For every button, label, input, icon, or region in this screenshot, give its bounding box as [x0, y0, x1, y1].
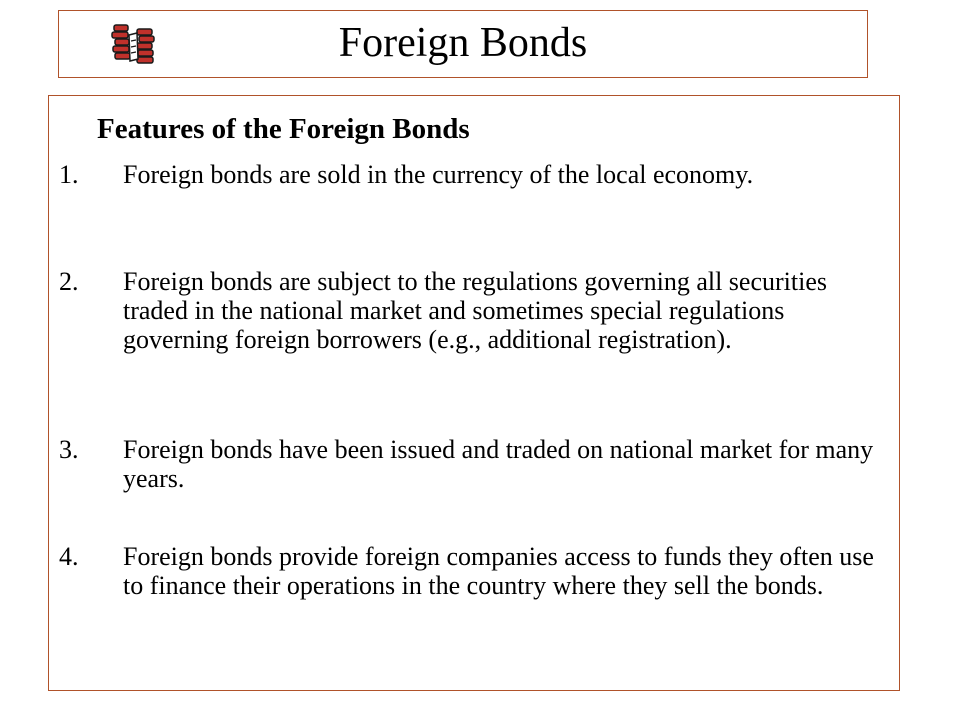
- slide-title: Foreign Bonds: [338, 20, 588, 66]
- list-item-text: Foreign bonds are sold in the currency of the local economy.: [123, 160, 754, 189]
- list-item: [59, 435, 879, 493]
- list-item-number: 1.: [59, 160, 79, 189]
- content-box: [48, 95, 900, 691]
- list-item-number: 2.: [59, 267, 79, 296]
- list-item-text: Foreign bonds have been issued and traded on national market for many years.: [123, 435, 874, 493]
- list-item-number: 4.: [59, 542, 79, 571]
- list-item-number: 3.: [59, 435, 79, 464]
- content-heading: Features of the Foreign Bonds: [97, 113, 470, 145]
- list-item: [59, 160, 879, 189]
- list-item: [59, 542, 879, 600]
- list-item-text: Foreign bonds are subject to the regulations governing all securities traded in the national market and sometimes special regulations governing foreign borrowers (e.g., additional registration).: [123, 267, 827, 354]
- title-box: [58, 10, 868, 78]
- list-item: [59, 267, 879, 354]
- list-item-text: Foreign bonds provide foreign companies access to funds they often use to finance their operations in the country where they sell the bonds.: [123, 542, 874, 600]
